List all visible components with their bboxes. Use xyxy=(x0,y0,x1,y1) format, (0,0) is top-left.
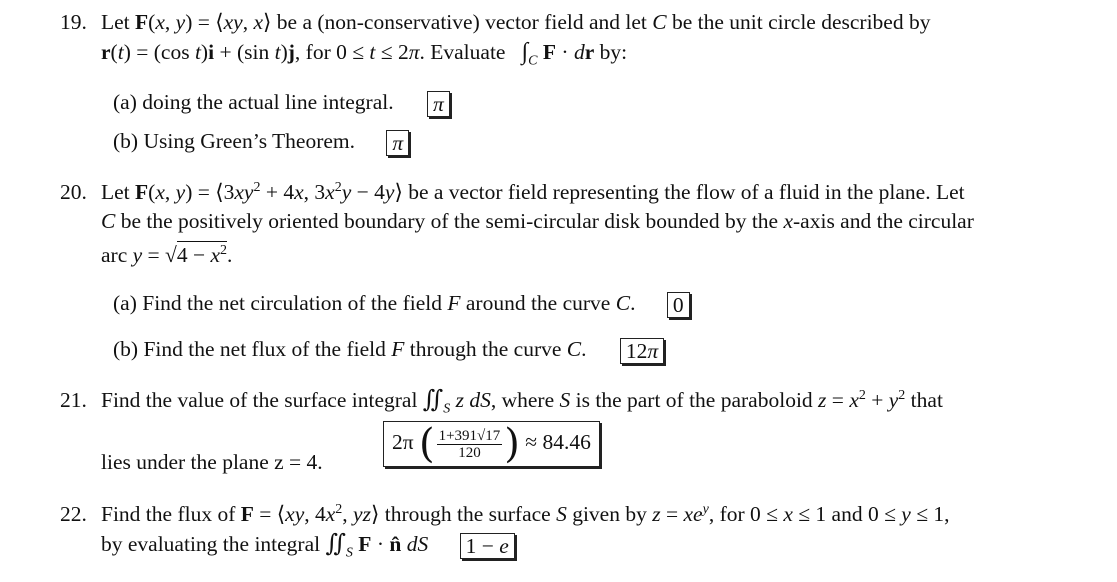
problem-20a: (a) Find the net circulation of the field F around the curve C. 0 xyxy=(113,289,690,318)
answer-approx: ≈ 84.46 xyxy=(525,429,591,454)
part-label: (a) xyxy=(113,291,137,315)
part-label: (b) xyxy=(113,337,139,361)
answer-box-19b: π xyxy=(386,130,409,156)
answer-box-20a: 0 xyxy=(667,292,690,318)
problem-22-line-1: Find the flux of F = ⟨xy, $4x^2$, yz⟩ through the surface S given by $z = xe^y$, for 0 ≤ x ≤ 1 and 0 ≤ y ≤ 1, xyxy=(101,501,950,526)
answer-fraction: $\frac{1+391√17}{120}$ xyxy=(438,427,501,461)
problem-20b: (b) Find the net flux of the field F through the curve C. 12π xyxy=(113,335,664,364)
problem-19a xyxy=(113,88,450,117)
problem-20-line-3: arc $y = √4 - x^2$. xyxy=(101,242,233,267)
problem-21-line-2: lies under the plane z = 4. xyxy=(101,450,323,474)
problem-19b xyxy=(113,127,409,156)
problem-20-line-1: Let F(x, $y) = ⟨3xy^2 + 4x$, $3x^2y$ − 4y⟩ be a vector field representing the flow of a fluid in the plane. Let xyxy=(101,179,965,204)
problem-20-line-2: C be the positively oriented boundary of the semi-circular disk bounded by the x-axis and the circular xyxy=(101,209,974,233)
answer-prefix: 2π xyxy=(392,429,414,454)
part-label: (b) xyxy=(113,129,139,153)
part-text: doing the actual line integral. xyxy=(142,90,394,114)
problem-22-line-2: by evaluating the integral $∬_S$ F · n̂ dS 1 − e xyxy=(101,530,515,567)
answer-box-22: 1 − e xyxy=(460,533,515,559)
problem-21-line-1: Find the value of the surface integral $∬_S$ z dS, where S is the part of the paraboloid $z = x^2 + y^2$ that xyxy=(101,387,943,417)
problem-20-number: 20. xyxy=(60,180,87,204)
answer-box-19a: π xyxy=(427,91,450,117)
part-text: Using Green’s Theorem. xyxy=(143,129,356,153)
answer-box-21: 2π ( $\frac{1+391√17}{120}$ ) ≈ 84.46 xyxy=(383,421,600,467)
problem-21-number: 21. xyxy=(60,388,87,412)
problem-19-line-2: r(t) = (cos t)i + (sin t)j, for 0 ≤ t ≤ 2π. Evaluate $\int_C$ F · dr by: xyxy=(101,39,628,69)
answer-box-20b: 12π xyxy=(620,338,664,364)
problem-19-number: 19. xyxy=(60,10,87,34)
problem-22-number: 22. xyxy=(60,502,87,526)
part-label: (a) xyxy=(113,90,137,114)
problem-19-line-1: Let F(x, y) = ⟨xy, x⟩ be a (non-conservative) vector field and let C be the unit circle described by xyxy=(101,10,931,34)
